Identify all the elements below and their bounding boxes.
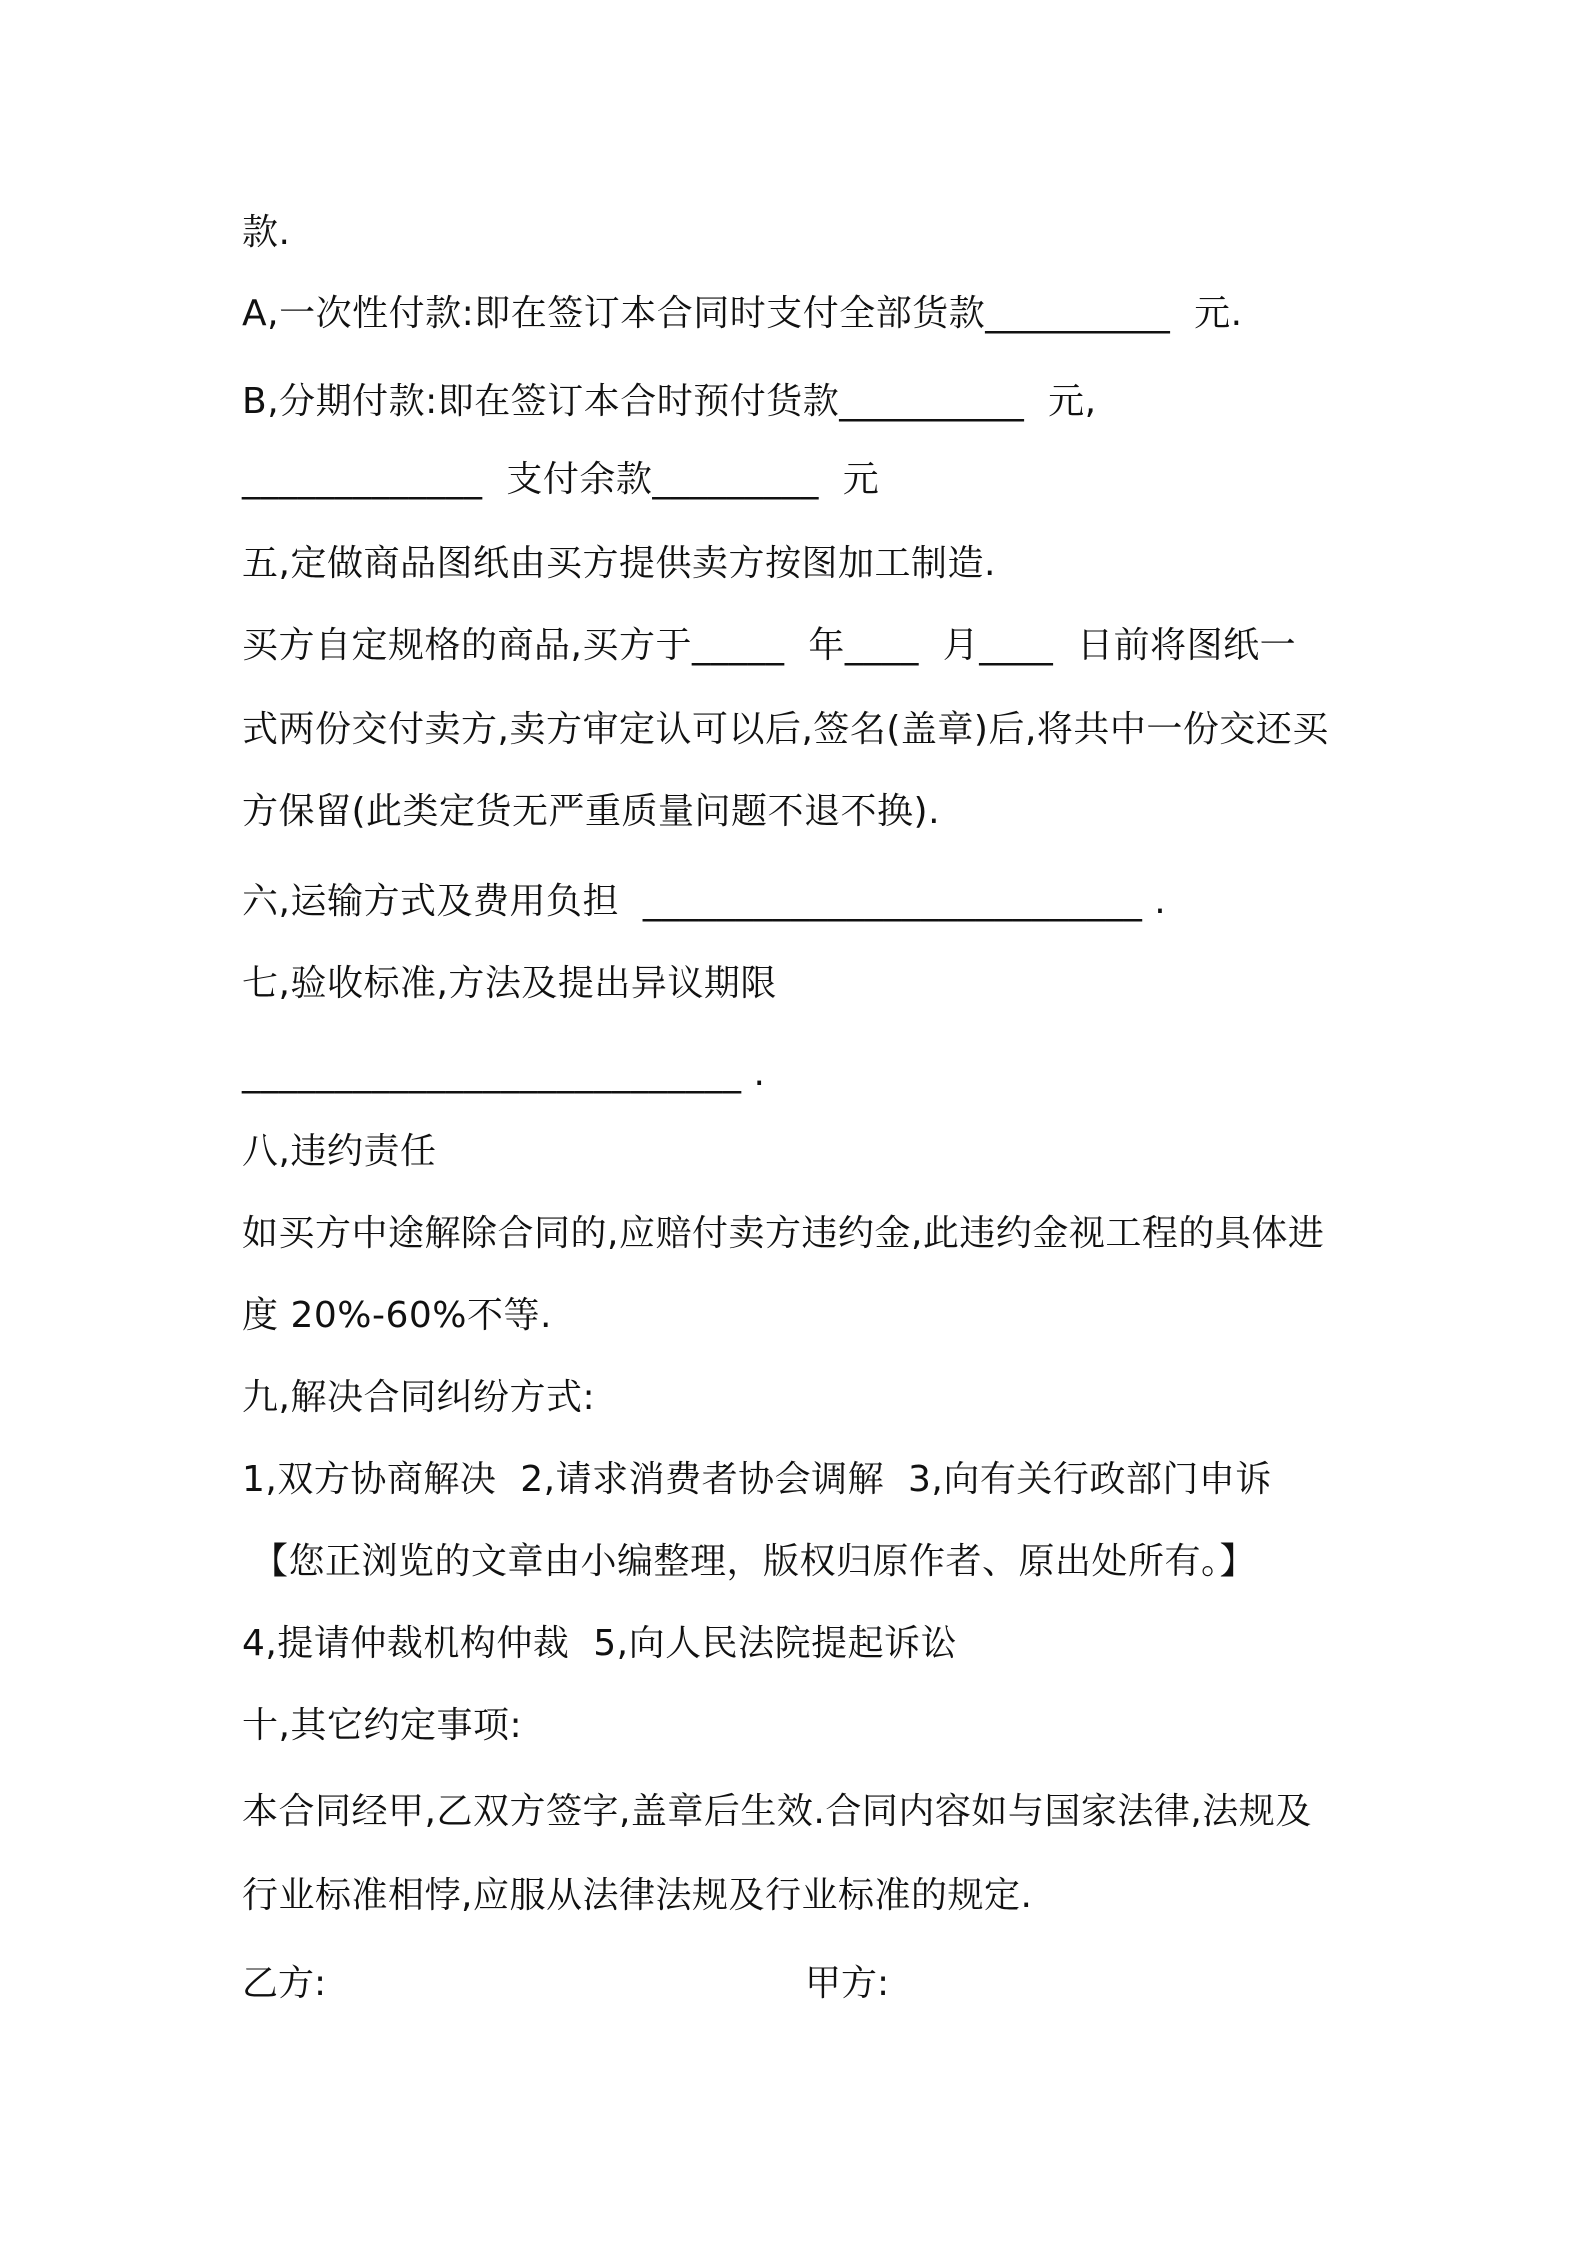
section-heading: 七,验收标准,方法及提出异议期限 xyxy=(242,963,777,1004)
text-line: 1,双方协商解决 2,请求消费者协会调解 3,向有关行政部门申诉 xyxy=(242,1459,1272,1500)
section-heading: 九,解决合同纠纷方式: xyxy=(242,1377,596,1418)
text-line: 款. xyxy=(242,212,291,253)
text-line: 度 20%-60%不等. xyxy=(242,1295,552,1336)
section-heading: 五,定做商品图纸由买方提供卖方按图加工制造. xyxy=(242,543,996,584)
text-line: 行业标准相悖,应服从法律法规及行业标准的规定. xyxy=(242,1875,1033,1916)
party-a-label: 甲方: xyxy=(805,1963,890,2004)
section-heading: 八,违约责任 xyxy=(242,1131,437,1172)
text-line: A,一次性付款:即在签订本合同时支付全部货款__________ 元. xyxy=(242,293,1243,334)
text-line: 如买方中途解除合同的,应赔付卖方违约金,此违约金视工程的具体进 xyxy=(242,1213,1325,1254)
text-line: 买方自定规格的商品,买方于_____ 年____ 月____ 日前将图纸一 xyxy=(242,625,1297,666)
text-line: 式两份交付卖方,卖方审定认可以后,签名(盖章)后,将共中一份交还买 xyxy=(242,709,1329,750)
text-line: 4,提请仲裁机构仲裁 5,向人民法院提起诉讼 xyxy=(242,1623,958,1664)
copyright-notice: 【您正浏览的文章由小编整理，版权归原作者、原出处所有。】 xyxy=(252,1541,1257,1582)
party-b-label: 乙方: xyxy=(242,1963,327,2004)
text-line: 本合同经甲,乙双方签字,盖章后生效.合同内容如与国家法律,法规及 xyxy=(242,1791,1312,1832)
text-line: _____________ 支付余款_________ 元 xyxy=(242,459,880,500)
text-line: ___________________________ . xyxy=(242,1053,766,1094)
text-line: 方保留(此类定货无严重质量问题不退不换). xyxy=(242,791,941,832)
section-heading: 六,运输方式及费用负担 ___________________________ . xyxy=(242,881,1167,922)
section-heading: 十,其它约定事项: xyxy=(242,1705,523,1746)
text-line: B,分期付款:即在签订本合时预付货款__________ 元, xyxy=(242,381,1097,422)
